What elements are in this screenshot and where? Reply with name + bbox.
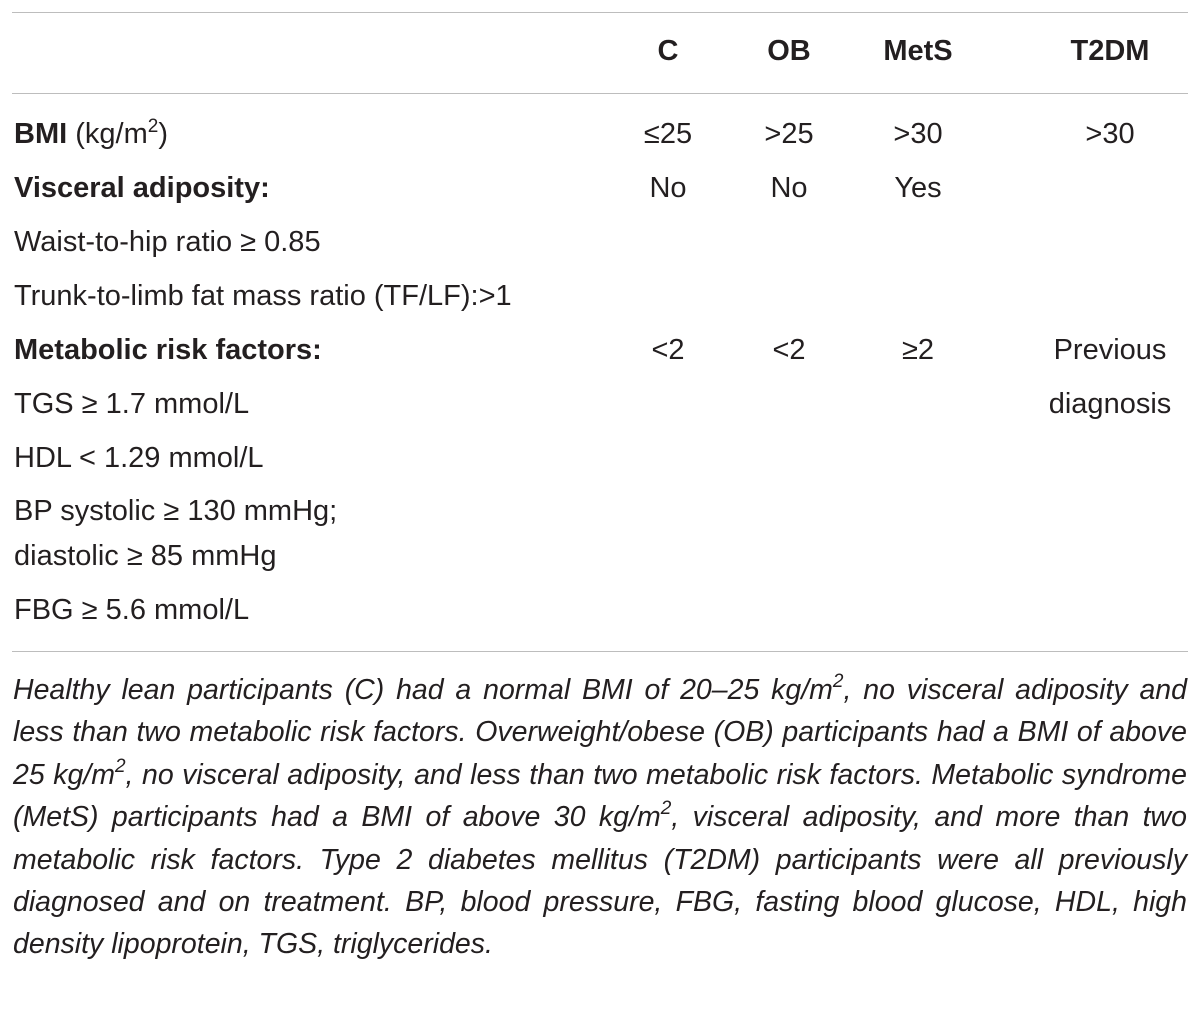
metabolic-value-t2dm-line2: diagnosis: [1048, 388, 1172, 420]
column-header-t2dm: T2DM: [1070, 35, 1150, 67]
visceral-value-mets: Yes: [894, 172, 942, 204]
footnote-part-2: , no visceral adiposity and less than two metabolic risk factors. Overweight/obese (OB) participants had a BMI of above 25 kg/m: [13, 674, 1188, 791]
bmi-value-mets: >30: [893, 118, 943, 150]
table-bottom-rule: [12, 651, 1188, 652]
row-label-trunk-to-limb: Trunk-to-limb fat mass ratio (TF/LF):>1: [14, 280, 512, 312]
column-header-ob: OB: [767, 35, 811, 67]
metabolic-value-mets: ≥2: [901, 334, 935, 366]
bmi-label-unit: (kg/m: [75, 118, 148, 150]
table-footnote: [13, 669, 1187, 966]
bmi-label-close: ): [158, 118, 168, 150]
row-label-tgs: TGS ≥ 1.7 mmol/L: [14, 388, 250, 420]
row-label-fbg: FBG ≥ 5.6 mmol/L: [14, 594, 250, 626]
visceral-value-c: No: [649, 172, 687, 204]
footnote-part-4: , visceral adiposity, and more than two metabolic risk factors. Type 2 diabetes mellitus (T2DM) participants were all previously diagnosed and on treatment. BP, blood pressure, FBG, fasting blood glucose, HDL, high density lipoprotein, TGS, triglycerides.: [13, 801, 1187, 961]
footnote-sup-3: 2: [660, 798, 672, 820]
bmi-value-t2dm: >30: [1085, 118, 1135, 150]
metabolic-value-t2dm: Previous: [1053, 334, 1167, 366]
bmi-value-c: ≤25: [643, 118, 693, 150]
header-rule: [12, 93, 1188, 94]
metabolic-value-c: <2: [651, 334, 685, 366]
row-label-waist-to-hip: Waist-to-hip ratio ≥ 0.85: [14, 226, 321, 258]
metabolic-value-ob: <2: [772, 334, 806, 366]
column-header-c: C: [657, 35, 679, 67]
row-label-bmi: [14, 117, 168, 151]
footnote-part-3: , no visceral adiposity, and less than two metabolic risk factors. Metabolic syndrome (MetS) participants had a BMI of above 30 kg/m: [13, 758, 1187, 834]
bmi-label-sup: 2: [147, 116, 159, 137]
visceral-value-ob: No: [770, 172, 808, 204]
row-label-bp-systolic: BP systolic ≥ 130 mmHg;: [14, 495, 338, 527]
column-header-mets: MetS: [883, 35, 953, 67]
table-top-rule: [12, 12, 1188, 13]
bmi-label-bold: BMI: [14, 118, 68, 150]
row-label-bp-diastolic: diastolic ≥ 85 mmHg: [14, 540, 277, 572]
row-label-visceral-adiposity: Visceral adiposity:: [14, 172, 270, 204]
row-label-metabolic-risk-factors: Metabolic risk factors:: [14, 334, 322, 366]
footnote-sup-1: 2: [832, 671, 844, 692]
row-label-hdl: HDL < 1.29 mmol/L: [14, 442, 264, 474]
footnote-sup-2: 2: [114, 755, 126, 777]
bmi-value-ob: >25: [764, 118, 814, 150]
footnote-part-1: Healthy lean participants (C) had a normal BMI of 20–25 kg/m: [13, 674, 833, 706]
